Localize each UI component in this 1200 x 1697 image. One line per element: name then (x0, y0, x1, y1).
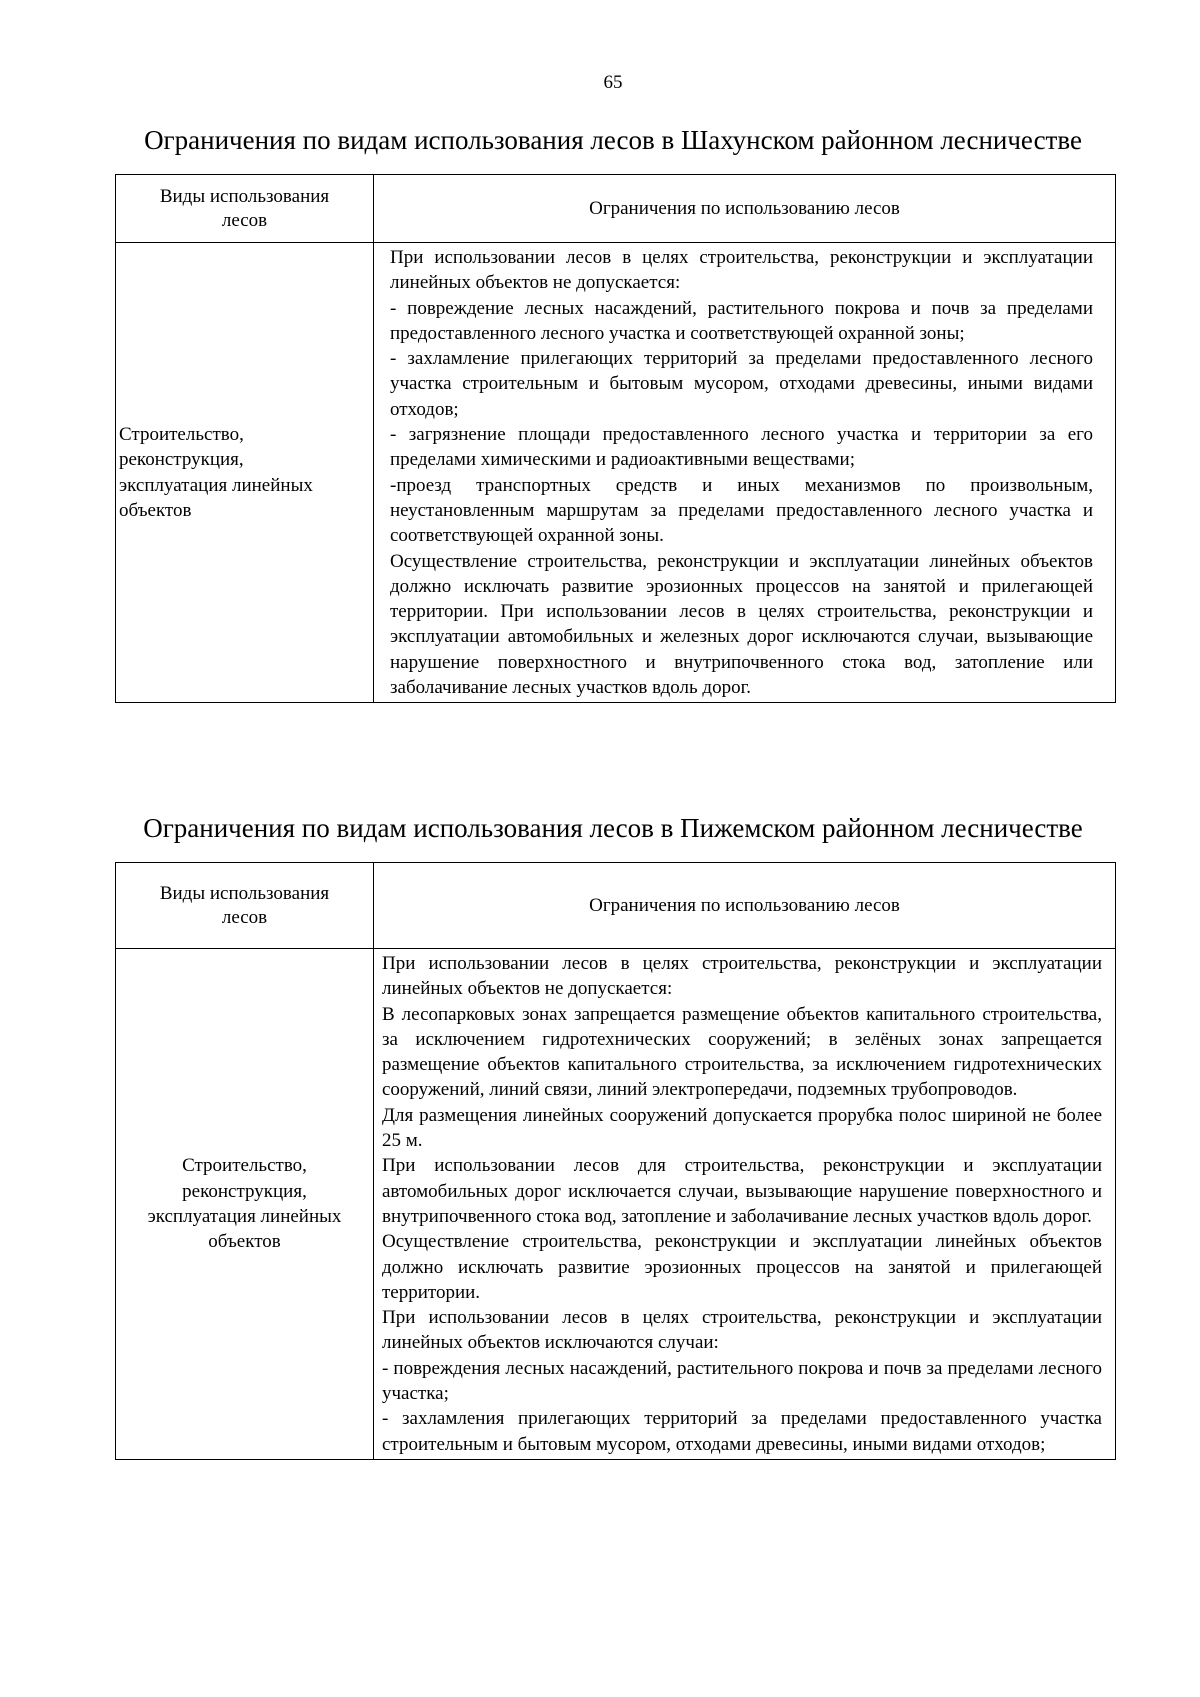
restrictions-cell (374, 243, 1116, 703)
header-restrictions-label: Ограничения по использованию лесов (589, 197, 900, 219)
restriction-paragraph: - захламления прилегающих территорий за пределами предоставленного участка строительным и бытовым мусором, отходами древесины, иными видами отходов; (382, 1408, 1102, 1455)
header-restrictions-label: Ограничения по использованию лесов (589, 894, 900, 916)
kind-line: объектов (119, 499, 192, 521)
kind-cell (116, 949, 374, 1460)
restriction-paragraph: - повреждение лесных насаждений, растительного покрова и почв за пределами предоставленного лесного участка и соответствующей охранной зоны; (390, 297, 1093, 344)
kind-line: реконструкция, (119, 449, 244, 471)
restriction-paragraph: Для размещения линейных сооружений допускается прорубка полос шириной не более 25 м. (382, 1104, 1102, 1152)
kind-line: эксплуатация линейных (119, 474, 313, 496)
kind-line: Строительство, (182, 1155, 307, 1177)
header-kind-label: Виды использования лесов (159, 882, 330, 928)
restriction-paragraph: - загрязнение площади предоставленного лесного участка и территории за его пределами химическими и радиоактивными веществами; (390, 424, 1093, 471)
restriction-paragraph: В лесопарковых зонах запрещается размещение объектов капитального строительства, за исключением гидротехнических сооружений; в зелёных зонах запрещается размещение объектов капитального строительства, за исключением гидротехнических сооружений, линий связи, линий электропередачи, подземных трубопроводов. (382, 1003, 1102, 1101)
restriction-paragraph: При использовании лесов в целях строительства, реконструкции и эксплуатации линейных объектов не допускается: (382, 953, 1102, 1000)
header-cell-kind (116, 863, 374, 949)
restriction-paragraph: Осуществление строительства, реконструкции и эксплуатации линейных объектов должно исключать развитие эрозионных процессов на занятой и прилегающей территории. (382, 1231, 1102, 1303)
kind-line: Строительство, (119, 424, 244, 446)
restriction-paragraph: При использовании лесов для строительства, реконструкции и эксплуатации автомобильных дорог исключается случаи, вызывающие нарушение поверхностного и внутрипочвенного стока вод, затопление и заболачивание лесных участков вдоль дорог. (382, 1155, 1102, 1227)
kind-line: эксплуатация линейных (147, 1205, 342, 1227)
header-cell-restrictions (374, 175, 1116, 243)
restrictions-table (115, 862, 1116, 1460)
header-cell-kind (116, 175, 374, 243)
header-cell-restrictions (374, 863, 1116, 949)
restriction-paragraph: - повреждения лесных насаждений, растительного покрова и почв за пределами лесного участка; (382, 1357, 1102, 1405)
section-title: Ограничения по видам использования лесов в Шахунском районном лесничестве (144, 125, 1082, 155)
restriction-paragraph: При использовании лесов в целях строительства, реконструкции и эксплуатации линейных объектов не допускается: (390, 247, 1093, 294)
kind-cell (116, 243, 374, 703)
restriction-paragraph: - захламление прилегающих территорий за пределами предоставленного лесного участка строительным и бытовым мусором, отходами древесины, иными видами отходов; (390, 348, 1093, 420)
table-row (116, 949, 1116, 1460)
kind-line: реконструкция, (182, 1180, 307, 1202)
table-header-row (116, 175, 1116, 243)
restrictions-cell (374, 949, 1116, 1460)
kind-line: объектов (208, 1231, 281, 1253)
section-title: Ограничения по видам использования лесов в Пижемском районном лесничестве (143, 813, 1083, 843)
page-number: 65 (603, 72, 623, 93)
restrictions-table (115, 174, 1116, 703)
header-kind-label: Виды использования лесов (159, 185, 330, 231)
restriction-paragraph: При использовании лесов в целях строительства, реконструкции и эксплуатации линейных объектов исключаются случаи: (382, 1307, 1102, 1354)
table-row (116, 243, 1116, 703)
restriction-paragraph: Осуществление строительства, реконструкции и эксплуатации линейных объектов должно исключать развитие эрозионных процессов на занятой и прилегающей территории. При использовании лесов в целях строительства, реконструкции и эксплуатации автомобильных и железных дорог исключаются случаи, вызывающие нарушение поверхностного и внутрипочвенного стока вод, затопление или заболачивание лесных участков вдоль дорог. (390, 550, 1093, 699)
table-header-row (116, 863, 1116, 949)
restriction-paragraph: -проезд транспортных средств и иных механизмов по произвольным, неустановленным маршрутам за пределами предоставленного лесного участка и соответствующей охранной зоны. (390, 474, 1093, 547)
